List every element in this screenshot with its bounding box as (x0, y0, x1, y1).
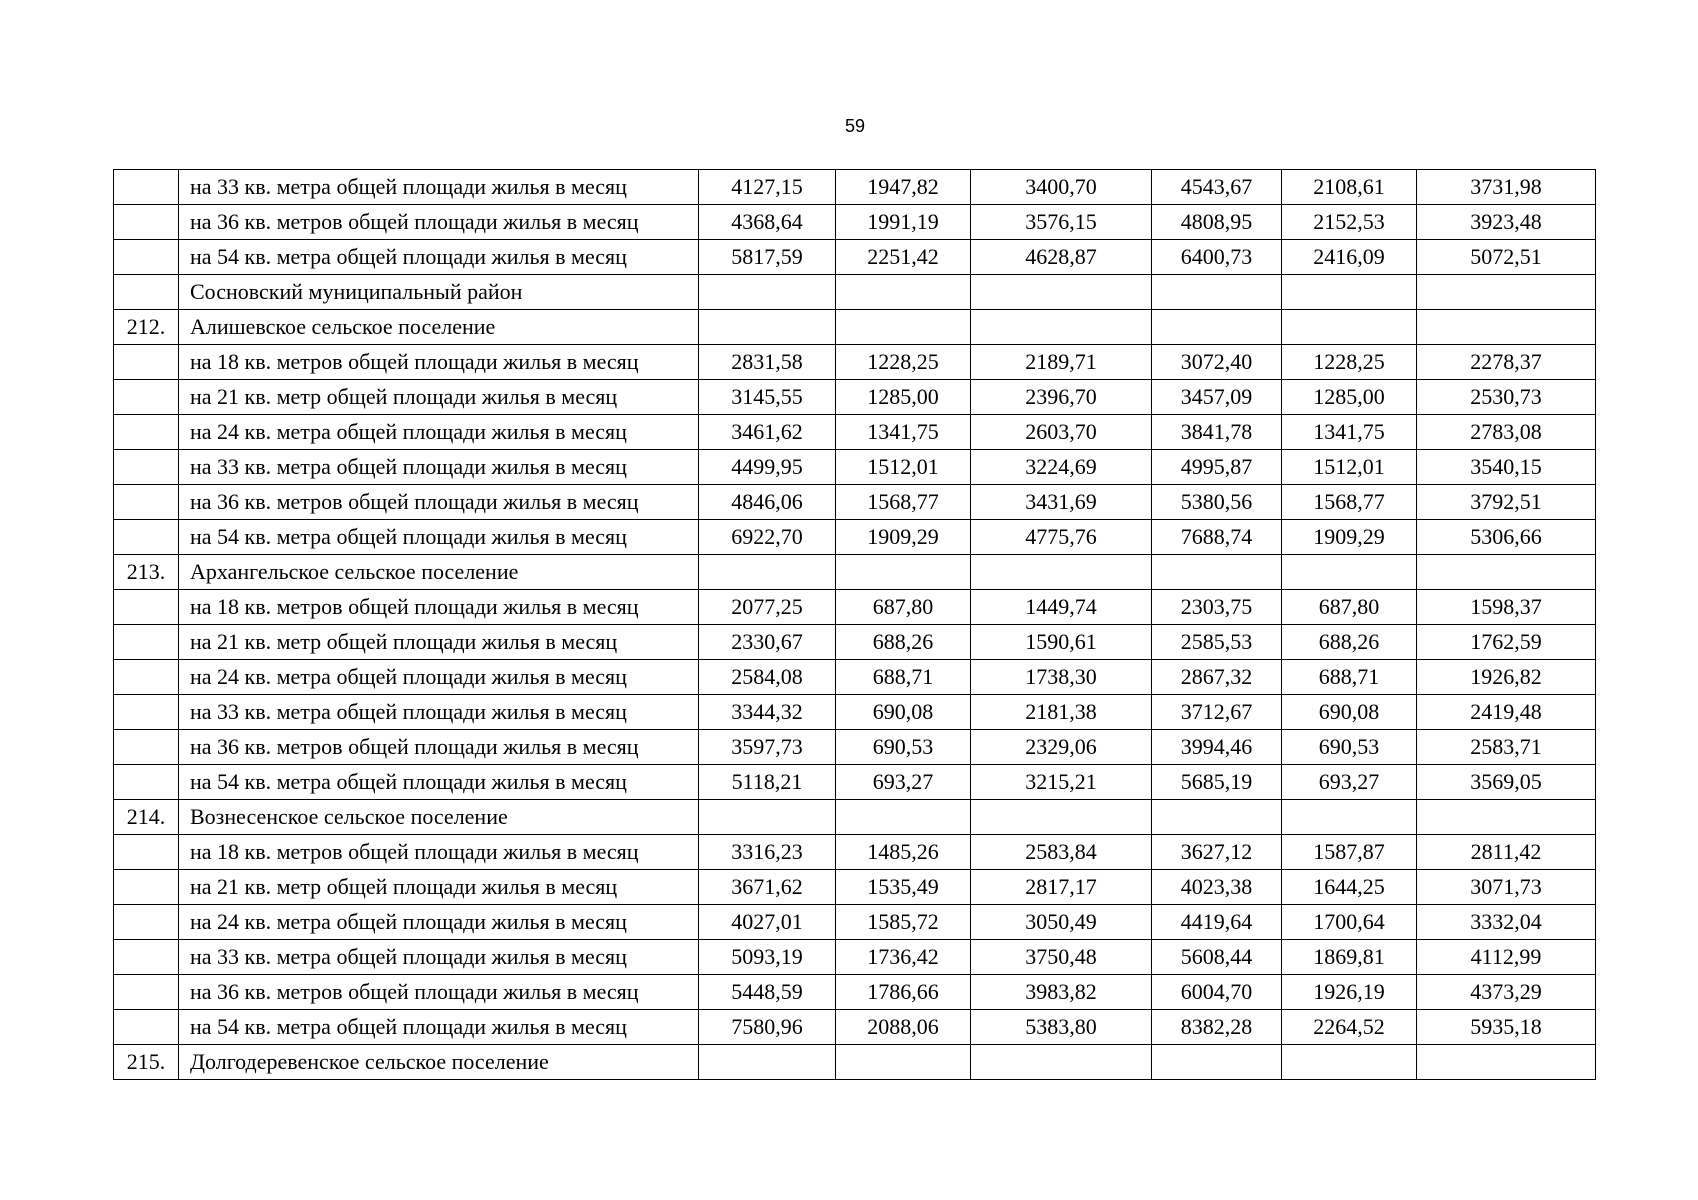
value-cell: 1869,81 (1282, 940, 1417, 975)
row-name-cell: на 33 кв. метра общей площади жилья в месяц (179, 940, 699, 975)
value-cell: 2329,06 (971, 730, 1152, 765)
value-cell: 4373,29 (1417, 975, 1596, 1010)
row-number-cell (114, 1010, 179, 1045)
value-cell (1417, 800, 1596, 835)
table-row (114, 660, 1596, 695)
row-name-cell: на 33 кв. метра общей площади жилья в месяц (179, 170, 699, 205)
value-cell: 1926,19 (1282, 975, 1417, 1010)
row-number-cell: 213. (114, 555, 179, 590)
value-cell (1152, 310, 1282, 345)
value-cell (1417, 555, 1596, 590)
value-cell: 690,53 (1282, 730, 1417, 765)
row-name-cell: на 54 кв. метра общей площади жилья в месяц (179, 520, 699, 555)
row-number-cell (114, 590, 179, 625)
value-cell: 2530,73 (1417, 380, 1596, 415)
value-cell: 3994,46 (1152, 730, 1282, 765)
value-cell: 2817,17 (971, 870, 1152, 905)
value-cell: 1644,25 (1282, 870, 1417, 905)
value-cell: 3923,48 (1417, 205, 1596, 240)
value-cell: 5306,66 (1417, 520, 1596, 555)
value-cell: 3050,49 (971, 905, 1152, 940)
table-row (114, 345, 1596, 380)
row-number-cell (114, 835, 179, 870)
value-cell: 688,26 (836, 625, 971, 660)
value-cell: 1700,64 (1282, 905, 1417, 940)
value-cell (971, 310, 1152, 345)
value-cell: 4808,95 (1152, 205, 1282, 240)
table-row (114, 1045, 1596, 1080)
value-cell: 4023,38 (1152, 870, 1282, 905)
row-number-cell (114, 450, 179, 485)
row-name-cell: на 36 кв. метров общей площади жилья в месяц (179, 730, 699, 765)
value-cell: 3731,98 (1417, 170, 1596, 205)
value-cell: 3712,67 (1152, 695, 1282, 730)
value-cell: 3841,78 (1152, 415, 1282, 450)
row-name-cell: Вознесенское сельское поселение (179, 800, 699, 835)
value-cell: 5608,44 (1152, 940, 1282, 975)
row-name-cell: Сосновский муниципальный район (179, 275, 699, 310)
value-cell: 4419,64 (1152, 905, 1282, 940)
row-number-cell: 214. (114, 800, 179, 835)
value-cell: 4846,06 (699, 485, 836, 520)
tariff-table (113, 169, 1596, 1080)
table-row (114, 765, 1596, 800)
value-cell: 1228,25 (1282, 345, 1417, 380)
value-cell: 3983,82 (971, 975, 1152, 1010)
value-cell: 2330,67 (699, 625, 836, 660)
table-row (114, 940, 1596, 975)
table-row (114, 555, 1596, 590)
value-cell: 690,53 (836, 730, 971, 765)
value-cell (971, 1045, 1152, 1080)
value-cell: 3431,69 (971, 485, 1152, 520)
row-name-cell: на 33 кв. метра общей площади жилья в месяц (179, 695, 699, 730)
value-cell: 1341,75 (836, 415, 971, 450)
value-cell: 3072,40 (1152, 345, 1282, 380)
value-cell (1282, 1045, 1417, 1080)
row-number-cell (114, 485, 179, 520)
value-cell: 6400,73 (1152, 240, 1282, 275)
value-cell: 4027,01 (699, 905, 836, 940)
value-cell: 2419,48 (1417, 695, 1596, 730)
value-cell: 1585,72 (836, 905, 971, 940)
row-number-cell (114, 170, 179, 205)
value-cell: 687,80 (836, 590, 971, 625)
value-cell: 5072,51 (1417, 240, 1596, 275)
row-number-cell (114, 520, 179, 555)
value-cell (1282, 800, 1417, 835)
row-number-cell (114, 205, 179, 240)
value-cell: 1228,25 (836, 345, 971, 380)
value-cell: 1926,82 (1417, 660, 1596, 695)
value-cell (971, 555, 1152, 590)
row-number-cell (114, 695, 179, 730)
value-cell (1152, 555, 1282, 590)
value-cell: 3597,73 (699, 730, 836, 765)
value-cell: 5380,56 (1152, 485, 1282, 520)
value-cell: 3750,48 (971, 940, 1152, 975)
row-number-cell (114, 240, 179, 275)
value-cell (836, 1045, 971, 1080)
table-row (114, 695, 1596, 730)
value-cell (699, 310, 836, 345)
table-row (114, 415, 1596, 450)
value-cell: 1285,00 (1282, 380, 1417, 415)
row-name-cell: Алишевское сельское поселение (179, 310, 699, 345)
value-cell: 1535,49 (836, 870, 971, 905)
value-cell: 2867,32 (1152, 660, 1282, 695)
value-cell: 2831,58 (699, 345, 836, 380)
value-cell: 3576,15 (971, 205, 1152, 240)
value-cell: 2583,84 (971, 835, 1152, 870)
value-cell: 5383,80 (971, 1010, 1152, 1045)
value-cell: 2585,53 (1152, 625, 1282, 660)
table-row (114, 205, 1596, 240)
row-number-cell: 212. (114, 310, 179, 345)
table-row (114, 975, 1596, 1010)
value-cell: 3316,23 (699, 835, 836, 870)
value-cell: 2584,08 (699, 660, 836, 695)
value-cell (1282, 555, 1417, 590)
value-cell: 2396,70 (971, 380, 1152, 415)
table-row (114, 485, 1596, 520)
value-cell: 693,27 (1282, 765, 1417, 800)
row-name-cell: на 36 кв. метров общей площади жилья в месяц (179, 975, 699, 1010)
value-cell (1152, 800, 1282, 835)
row-number-cell (114, 870, 179, 905)
value-cell: 2811,42 (1417, 835, 1596, 870)
value-cell: 1762,59 (1417, 625, 1596, 660)
value-cell: 3145,55 (699, 380, 836, 415)
row-number-cell (114, 905, 179, 940)
value-cell: 1590,61 (971, 625, 1152, 660)
row-name-cell: на 36 кв. метров общей площади жилья в месяц (179, 485, 699, 520)
value-cell: 3215,21 (971, 765, 1152, 800)
value-cell: 1285,00 (836, 380, 971, 415)
value-cell: 1587,87 (1282, 835, 1417, 870)
value-cell: 1568,77 (836, 485, 971, 520)
value-cell: 2189,71 (971, 345, 1152, 380)
value-cell: 3671,62 (699, 870, 836, 905)
value-cell (699, 275, 836, 310)
row-name-cell: на 24 кв. метра общей площади жилья в месяц (179, 415, 699, 450)
value-cell (1417, 275, 1596, 310)
value-cell: 4499,95 (699, 450, 836, 485)
row-name-cell: на 33 кв. метра общей площади жилья в месяц (179, 450, 699, 485)
value-cell (836, 310, 971, 345)
table-row (114, 380, 1596, 415)
table-row (114, 450, 1596, 485)
value-cell: 4775,76 (971, 520, 1152, 555)
value-cell: 5448,59 (699, 975, 836, 1010)
value-cell: 1909,29 (836, 520, 971, 555)
table-body (114, 170, 1596, 1080)
value-cell: 687,80 (1282, 590, 1417, 625)
value-cell: 4543,67 (1152, 170, 1282, 205)
value-cell: 7688,74 (1152, 520, 1282, 555)
row-name-cell: на 36 кв. метров общей площади жилья в месяц (179, 205, 699, 240)
row-number-cell (114, 730, 179, 765)
page-number: 59 (844, 116, 866, 136)
value-cell: 3332,04 (1417, 905, 1596, 940)
value-cell: 3627,12 (1152, 835, 1282, 870)
row-name-cell: на 18 кв. метров общей площади жилья в месяц (179, 590, 699, 625)
value-cell: 7580,96 (699, 1010, 836, 1045)
value-cell (836, 800, 971, 835)
row-number-cell (114, 765, 179, 800)
row-name-cell: на 18 кв. метров общей площади жилья в месяц (179, 835, 699, 870)
value-cell: 5817,59 (699, 240, 836, 275)
value-cell: 2181,38 (971, 695, 1152, 730)
table-row (114, 275, 1596, 310)
value-cell: 4995,87 (1152, 450, 1282, 485)
row-name-cell: на 21 кв. метр общей площади жилья в месяц (179, 870, 699, 905)
value-cell: 3071,73 (1417, 870, 1596, 905)
value-cell: 1738,30 (971, 660, 1152, 695)
value-cell: 1598,37 (1417, 590, 1596, 625)
value-cell: 8382,28 (1152, 1010, 1282, 1045)
value-cell: 2152,53 (1282, 205, 1417, 240)
row-name-cell: на 54 кв. метра общей площади жилья в месяц (179, 240, 699, 275)
value-cell: 1736,42 (836, 940, 971, 975)
value-cell (836, 555, 971, 590)
value-cell: 1909,29 (1282, 520, 1417, 555)
value-cell (699, 555, 836, 590)
value-cell: 2088,06 (836, 1010, 971, 1045)
row-number-cell: 215. (114, 1045, 179, 1080)
value-cell: 693,27 (836, 765, 971, 800)
table-row (114, 870, 1596, 905)
value-cell (1282, 310, 1417, 345)
value-cell (1152, 275, 1282, 310)
value-cell: 2108,61 (1282, 170, 1417, 205)
row-name-cell: на 21 кв. метр общей площади жилья в месяц (179, 625, 699, 660)
row-name-cell: на 54 кв. метра общей площади жилья в месяц (179, 765, 699, 800)
value-cell (1282, 275, 1417, 310)
value-cell: 3457,09 (1152, 380, 1282, 415)
row-name-cell: на 24 кв. метра общей площади жилья в месяц (179, 905, 699, 940)
value-cell: 2603,70 (971, 415, 1152, 450)
table-row (114, 520, 1596, 555)
value-cell: 690,08 (1282, 695, 1417, 730)
value-cell (971, 275, 1152, 310)
value-cell: 690,08 (836, 695, 971, 730)
value-cell: 1947,82 (836, 170, 971, 205)
row-name-cell: на 54 кв. метра общей площади жилья в месяц (179, 1010, 699, 1045)
value-cell (971, 800, 1152, 835)
value-cell: 1568,77 (1282, 485, 1417, 520)
value-cell: 688,71 (836, 660, 971, 695)
value-cell: 2251,42 (836, 240, 971, 275)
value-cell: 3400,70 (971, 170, 1152, 205)
value-cell: 1449,74 (971, 590, 1152, 625)
row-number-cell (114, 940, 179, 975)
row-name-cell: на 18 кв. метров общей площади жилья в месяц (179, 345, 699, 380)
value-cell: 1512,01 (1282, 450, 1417, 485)
value-cell: 2303,75 (1152, 590, 1282, 625)
row-number-cell (114, 380, 179, 415)
value-cell: 3344,32 (699, 695, 836, 730)
value-cell: 6922,70 (699, 520, 836, 555)
value-cell: 5935,18 (1417, 1010, 1596, 1045)
value-cell: 5118,21 (699, 765, 836, 800)
row-number-cell (114, 345, 179, 380)
value-cell: 1786,66 (836, 975, 971, 1010)
value-cell: 3461,62 (699, 415, 836, 450)
value-cell (699, 800, 836, 835)
value-cell (1417, 310, 1596, 345)
table-row (114, 1010, 1596, 1045)
value-cell (1152, 1045, 1282, 1080)
value-cell (836, 275, 971, 310)
value-cell: 3792,51 (1417, 485, 1596, 520)
value-cell: 2077,25 (699, 590, 836, 625)
value-cell: 4112,99 (1417, 940, 1596, 975)
table-row (114, 240, 1596, 275)
value-cell (1417, 1045, 1596, 1080)
row-number-cell (114, 625, 179, 660)
value-cell: 1485,26 (836, 835, 971, 870)
value-cell: 1341,75 (1282, 415, 1417, 450)
value-cell: 2583,71 (1417, 730, 1596, 765)
row-number-cell (114, 415, 179, 450)
value-cell: 4368,64 (699, 205, 836, 240)
row-name-cell: Архангельское сельское поселение (179, 555, 699, 590)
row-name-cell: на 21 кв. метр общей площади жилья в месяц (179, 380, 699, 415)
table-row (114, 170, 1596, 205)
value-cell: 6004,70 (1152, 975, 1282, 1010)
value-cell: 688,26 (1282, 625, 1417, 660)
row-number-cell (114, 975, 179, 1010)
value-cell: 2264,52 (1282, 1010, 1417, 1045)
table-row (114, 800, 1596, 835)
value-cell: 3224,69 (971, 450, 1152, 485)
value-cell: 2416,09 (1282, 240, 1417, 275)
value-cell: 1991,19 (836, 205, 971, 240)
value-cell (699, 1045, 836, 1080)
value-cell: 2783,08 (1417, 415, 1596, 450)
value-cell: 3540,15 (1417, 450, 1596, 485)
value-cell: 688,71 (1282, 660, 1417, 695)
row-number-cell (114, 660, 179, 695)
value-cell: 4628,87 (971, 240, 1152, 275)
value-cell: 5685,19 (1152, 765, 1282, 800)
table-row (114, 625, 1596, 660)
table-row (114, 905, 1596, 940)
table-row (114, 835, 1596, 870)
value-cell: 1512,01 (836, 450, 971, 485)
row-number-cell (114, 275, 179, 310)
value-cell: 4127,15 (699, 170, 836, 205)
row-name-cell: на 24 кв. метра общей площади жилья в месяц (179, 660, 699, 695)
table-row (114, 590, 1596, 625)
table-row (114, 310, 1596, 345)
table-row (114, 730, 1596, 765)
value-cell: 3569,05 (1417, 765, 1596, 800)
value-cell: 5093,19 (699, 940, 836, 975)
value-cell: 2278,37 (1417, 345, 1596, 380)
row-name-cell: Долгодеревенское сельское поселение (179, 1045, 699, 1080)
